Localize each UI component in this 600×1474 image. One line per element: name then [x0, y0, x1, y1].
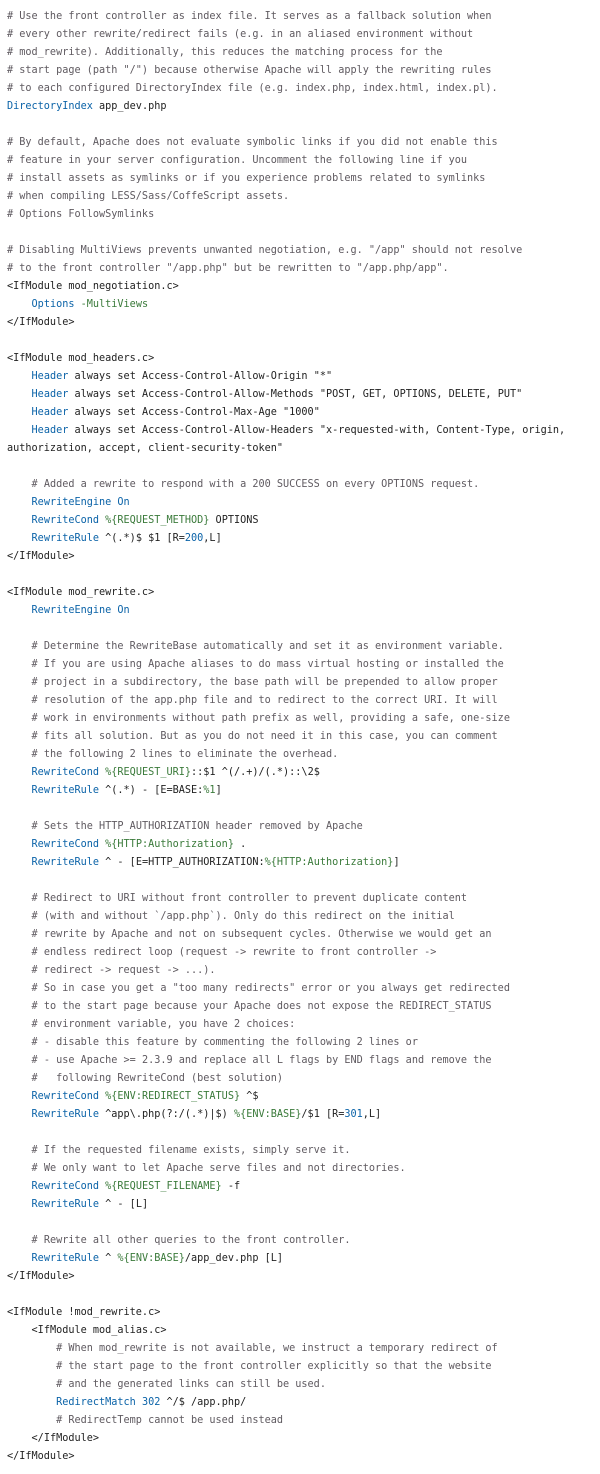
code-directive: RewriteRule	[7, 785, 100, 796]
code-line	[7, 854, 595, 872]
code-tag: </IfModule>	[7, 1271, 75, 1282]
code-comment: # Determine the RewriteBase automatically and set it as environment variable.	[7, 641, 504, 652]
code-text: ^/$ /app.php/	[160, 1397, 247, 1408]
code-line	[7, 170, 595, 188]
code-line	[7, 584, 595, 602]
blank-line	[7, 800, 595, 818]
code-text: app_dev.php	[92, 101, 167, 112]
code-comment: # mod_rewrite). Additionally, this reduces the matching process for the	[7, 47, 443, 58]
code-comment: # Options FollowSymlinks	[7, 209, 155, 220]
code-directive: RewriteCond	[7, 839, 100, 850]
code-directive: Options	[7, 299, 75, 310]
code-tag: </IfModule>	[7, 317, 75, 328]
code-line	[7, 1430, 595, 1448]
blank-line	[7, 458, 595, 476]
code-comment: # to the start page because your Apache does not expose the REDIRECT_STATUS	[7, 1001, 492, 1012]
code-line	[7, 1376, 595, 1394]
code-text: ]	[215, 785, 222, 796]
code-directive: RedirectMatch	[7, 1397, 136, 1408]
code-line	[7, 746, 595, 764]
code-text: ^(.*) - [E=BASE:	[99, 785, 204, 796]
code-text: ^app\.php(?:/(.*)|$)	[99, 1109, 234, 1120]
code-variable: %{HTTP:Authorization}	[99, 839, 234, 850]
code-directive: RewriteRule	[7, 1199, 100, 1210]
code-line	[7, 134, 595, 152]
code-text: /$1 [R=	[301, 1109, 345, 1120]
code-variable: %{REQUEST_FILENAME}	[99, 1181, 222, 1192]
code-comment: # Sets the HTTP_AUTHORIZATION header removed by Apache	[7, 821, 363, 832]
code-tag: <IfModule mod_alias.c>	[7, 1325, 167, 1336]
code-directive: On	[111, 605, 130, 616]
code-comment: # Use the front controller as index file. It serves as a fallback solution when	[7, 11, 492, 22]
code-number: 200	[184, 533, 204, 544]
code-tag: <IfModule mod_headers.c>	[7, 353, 155, 364]
code-number: 302	[135, 1397, 161, 1408]
code-line	[7, 368, 595, 386]
code-comment: # following RewriteCond (best solution)	[7, 1073, 284, 1084]
code-line	[7, 602, 595, 620]
code-tag: </IfModule>	[7, 551, 75, 562]
code-comment: # and the generated links can still be used.	[7, 1379, 326, 1390]
code-text: ::$1 ^(/.+)/(.*)::\2$	[191, 767, 320, 778]
code-comment: # work in environments without path prefix as well, providing a safe, one-size	[7, 713, 510, 724]
blank-line	[7, 872, 595, 890]
blank-line	[7, 1214, 595, 1232]
code-directive: RewriteCond	[7, 515, 100, 526]
code-line	[7, 908, 595, 926]
code-line	[7, 692, 595, 710]
code-line	[7, 1160, 595, 1178]
code-directive: Header	[7, 407, 69, 418]
code-directive: RewriteEngine	[7, 605, 112, 616]
code-directive: RewriteEngine	[7, 497, 112, 508]
code-tag: </IfModule>	[7, 1451, 75, 1462]
code-text: ,L]	[362, 1109, 382, 1120]
code-text: ^(.*)$ $1 [R=	[99, 533, 185, 544]
code-comment: # redirect -> request -> ...).	[7, 965, 216, 976]
code-line	[7, 674, 595, 692]
code-line	[7, 548, 595, 566]
code-line	[7, 944, 595, 962]
code-line	[7, 188, 595, 206]
code-text: ^ - [E=HTTP_AUTHORIZATION:	[99, 857, 265, 868]
blank-line	[7, 1286, 595, 1304]
code-tag: <IfModule mod_negotiation.c>	[7, 281, 179, 292]
code-directive: Header	[7, 425, 69, 436]
code-line	[7, 404, 595, 422]
code-comment: # So in case you get a "too many redirects" error or you always get redirected	[7, 983, 510, 994]
code-tag: </IfModule>	[7, 1433, 100, 1444]
code-line	[7, 242, 595, 260]
code-comment: # environment variable, you have 2 choices:	[7, 1019, 296, 1030]
code-comment: # - use Apache >= 2.3.9 and replace all L flags by END flags and remove the	[7, 1055, 492, 1066]
code-line	[7, 656, 595, 674]
code-comment: # By default, Apache does not evaluate symbolic links if you did not enable this	[7, 137, 498, 148]
code-line	[7, 1322, 595, 1340]
code-line	[7, 1394, 595, 1412]
code-text: ^$	[240, 1091, 259, 1102]
code-line	[7, 1178, 595, 1196]
code-line	[7, 1142, 595, 1160]
code-comment: # the start page to the front controller explicitly so that the website	[7, 1361, 492, 1372]
code-comment: # rewrite by Apache and not on subsequent cycles. Otherwise we would get an	[7, 929, 492, 940]
code-tag: <IfModule mod_rewrite.c>	[7, 587, 155, 598]
code-directive: RewriteRule	[7, 533, 100, 544]
code-number: 301	[344, 1109, 363, 1120]
code-line	[7, 296, 595, 314]
code-comment: # when compiling LESS/Sass/CoffeScript assets.	[7, 191, 290, 202]
code-line	[7, 710, 595, 728]
code-comment: # When mod_rewrite is not available, we instruct a temporary redirect of	[7, 1343, 498, 1354]
code-variable: %{ENV:REDIRECT_STATUS}	[99, 1091, 241, 1102]
code-line	[7, 1232, 595, 1250]
code-variable: %1	[203, 785, 216, 796]
code-comment: # If you are using Apache aliases to do mass virtual hosting or installed the	[7, 659, 504, 670]
code-line	[7, 818, 595, 836]
code-line	[7, 764, 595, 782]
code-directive: RewriteCond	[7, 1181, 100, 1192]
code-line	[7, 890, 595, 908]
code-line	[7, 1196, 595, 1214]
code-comment: # project in a subdirectory, the base path will be prepended to allow proper	[7, 677, 498, 688]
blank-line	[7, 1124, 595, 1142]
code-line	[7, 728, 595, 746]
code-comment: # (with and without `/app.php`). Only do this redirect on the initial	[7, 911, 455, 922]
code-text: always set Access-Control-Allow-Origin "*"	[68, 371, 333, 382]
code-line	[7, 1070, 595, 1088]
code-text: always set Access-Control-Max-Age "1000"	[68, 407, 320, 418]
code-comment: # fits all solution. But as you do not need it in this case, you can comment	[7, 731, 498, 742]
code-line	[7, 962, 595, 980]
code-line	[7, 350, 595, 368]
code-line	[7, 1016, 595, 1034]
code-line	[7, 1088, 595, 1106]
code-text: ^	[99, 1253, 118, 1264]
code-comment: # every other rewrite/redirect fails (e.g. in an aliased environment without	[7, 29, 474, 40]
code-line	[7, 1250, 595, 1268]
code-comment: # Rewrite all other queries to the front controller.	[7, 1235, 351, 1246]
code-line	[7, 1340, 595, 1358]
code-comment: # the following 2 lines to eliminate the overhead.	[7, 749, 339, 760]
blank-line	[7, 116, 595, 134]
code-line	[7, 62, 595, 80]
code-line	[7, 314, 595, 332]
code-variable: %{ENV:BASE}	[117, 1253, 185, 1264]
code-variable: %{REQUEST_URI}	[99, 767, 192, 778]
code-text: always set Access-Control-Allow-Methods "POST, GET, OPTIONS, DELETE, PUT"	[68, 389, 523, 400]
code-line	[7, 1052, 595, 1070]
code-line	[7, 1034, 595, 1052]
code-directive: On	[111, 497, 130, 508]
blank-line	[7, 566, 595, 584]
code-comment: # We only want to let Apache serve files and not directories.	[7, 1163, 406, 1174]
code-text: /app_dev.php [L]	[184, 1253, 284, 1264]
code-line	[7, 152, 595, 170]
blank-line	[7, 332, 595, 350]
code-comment: # install assets as symlinks or if you experience problems related to symlinks	[7, 173, 486, 184]
code-line	[7, 836, 595, 854]
blank-line	[7, 620, 595, 638]
code-comment: # Added a rewrite to respond with a 200 SUCCESS on every OPTIONS request.	[7, 479, 480, 490]
code-line	[7, 1358, 595, 1376]
code-comment: # to each configured DirectoryIndex file (e.g. index.php, index.html, index.pl).	[7, 83, 498, 94]
code-directive: RewriteRule	[7, 1109, 100, 1120]
code-line	[7, 206, 595, 224]
code-directive: DirectoryIndex	[7, 101, 93, 112]
code-comment: # start page (path "/") because otherwise Apache will apply the rewriting rules	[7, 65, 492, 76]
code-variable: %{HTTP:Authorization}	[264, 857, 394, 868]
code-comment: # to the front controller "/app.php" but be rewritten to "/app.php/app".	[7, 263, 449, 274]
code-comment: # Disabling MultiViews prevents unwanted negotiation, e.g. "/app" should not resolve	[7, 245, 523, 256]
code-line	[7, 1304, 595, 1322]
code-line	[7, 638, 595, 656]
code-line	[7, 278, 595, 296]
code-line	[7, 1448, 595, 1466]
code-text: OPTIONS	[209, 515, 259, 526]
code-tag: <IfModule !mod_rewrite.c>	[7, 1307, 161, 1318]
code-text: ^ - [L]	[99, 1199, 149, 1210]
code-text: -f	[221, 1181, 241, 1192]
code-line	[7, 530, 595, 548]
code-comment: # If the requested filename exists, simply serve it.	[7, 1145, 351, 1156]
code-directive: Header	[7, 389, 69, 400]
code-text: always set Access-Control-Allow-Headers "x-requested-with, Content-Type, origin, authorization, accept, client-security-token"	[7, 425, 572, 454]
code-line	[7, 998, 595, 1016]
code-text: ,L]	[203, 533, 222, 544]
code-line	[7, 782, 595, 800]
code-directive: Header	[7, 371, 69, 382]
code-line	[7, 26, 595, 44]
code-comment: # endless redirect loop (request -> rewrite to front controller ->	[7, 947, 437, 958]
code-line	[7, 494, 595, 512]
code-variable: %{ENV:BASE}	[233, 1109, 302, 1120]
code-line	[7, 980, 595, 998]
code-line	[7, 476, 595, 494]
code-line	[7, 926, 595, 944]
code-text: ]	[393, 857, 400, 868]
code-variable: %{REQUEST_METHOD}	[99, 515, 210, 526]
code-comment: # - disable this feature by commenting the following 2 lines or	[7, 1037, 418, 1048]
code-line	[7, 1268, 595, 1286]
code-line	[7, 44, 595, 62]
code-line	[7, 1106, 595, 1124]
code-line	[7, 260, 595, 278]
code-comment: # resolution of the app.php file and to redirect to the correct URI. It will	[7, 695, 498, 706]
code-directive: RewriteRule	[7, 857, 100, 868]
blank-line	[7, 224, 595, 242]
code-line	[7, 98, 595, 116]
code-line	[7, 80, 595, 98]
code-directive: RewriteRule	[7, 1253, 100, 1264]
code-directive: RewriteCond	[7, 1091, 100, 1102]
code-line	[7, 386, 595, 404]
code-variable: -MultiViews	[74, 299, 149, 310]
code-comment: # RedirectTemp cannot be used instead	[7, 1415, 284, 1426]
code-line	[7, 422, 595, 458]
code-line	[7, 8, 595, 26]
code-comment: # feature in your server configuration. Uncomment the following line if you	[7, 155, 468, 166]
code-comment: # Redirect to URI without front controller to prevent duplicate content	[7, 893, 468, 904]
code-directive: RewriteCond	[7, 767, 100, 778]
code-line	[7, 512, 595, 530]
code-line	[7, 1412, 595, 1430]
code-text: .	[233, 839, 247, 850]
